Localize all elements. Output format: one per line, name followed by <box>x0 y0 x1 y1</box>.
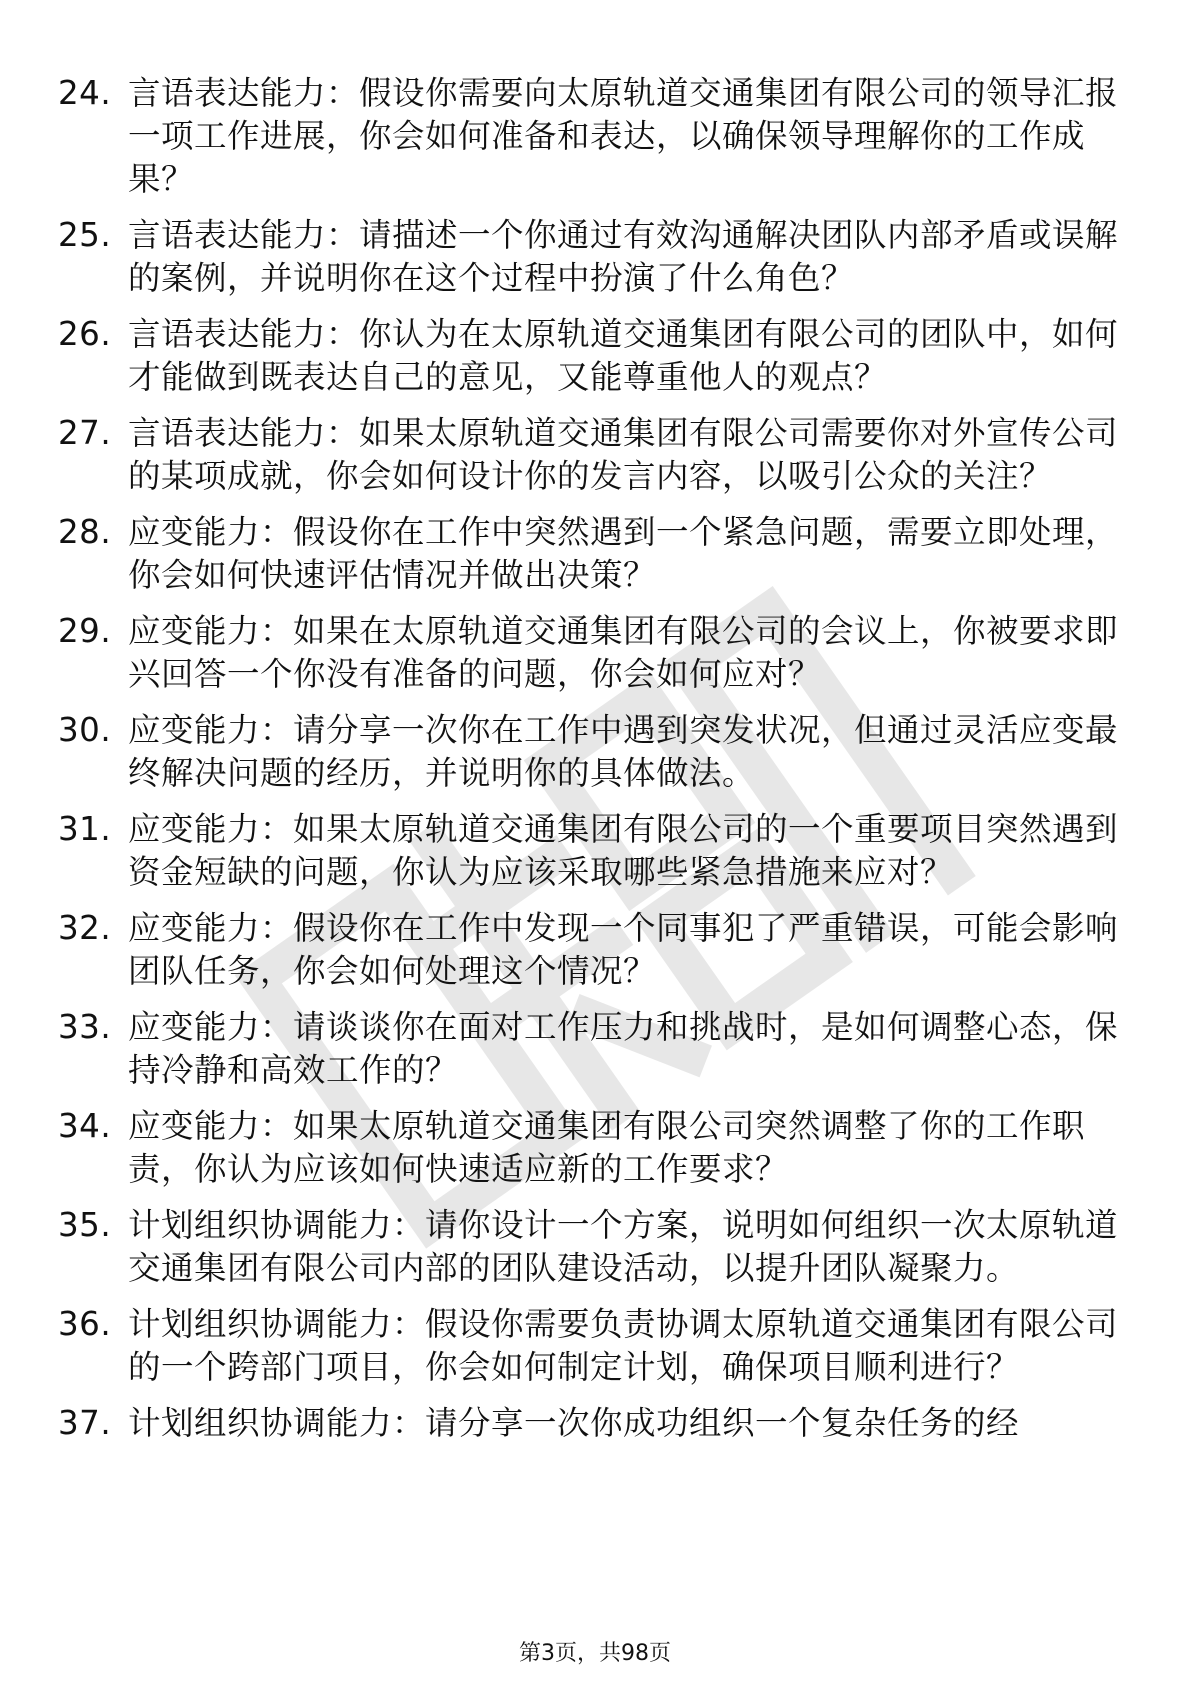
question-number: 24. <box>58 74 112 112</box>
question-text: 计划组织协调能力：请你设计一个方案，说明如何组织一次太原轨道交通集团有限公司内部的团队建设活动，以提升团队凝聚力。 <box>128 1206 1119 1287</box>
question-number: 28. <box>58 513 112 551</box>
question-number: 27. <box>58 414 112 452</box>
question-number: 25. <box>58 216 112 254</box>
question-text: 言语表达能力：你认为在太原轨道交通集团有限公司的团队中，如何才能做到既表达自己的意见，又能尊重他人的观点？ <box>128 315 1119 396</box>
question-text: 言语表达能力：假设你需要向太原轨道交通集团有限公司的领导汇报一项工作进展，你会如何准备和表达，以确保领导理解你的工作成果？ <box>128 74 1119 198</box>
question-number: 29. <box>58 612 112 650</box>
question-item <box>58 808 1118 894</box>
question-text: 言语表达能力：如果太原轨道交通集团有限公司需要你对外宣传公司的某项成就，你会如何设计你的发言内容，以吸引公众的关注？ <box>128 414 1119 495</box>
question-text: 应变能力：如果太原轨道交通集团有限公司突然调整了你的工作职责，你认为应该如何快速适应新的工作要求？ <box>128 1107 1086 1188</box>
question-number: 35. <box>58 1206 112 1244</box>
question-number: 37. <box>58 1404 112 1442</box>
question-text: 应变能力：如果在太原轨道交通集团有限公司的会议上，你被要求即兴回答一个你没有准备的问题，你会如何应对？ <box>128 612 1119 693</box>
question-text: 应变能力：假设你在工作中发现一个同事犯了严重错误，可能会影响团队任务，你会如何处理这个情况？ <box>128 909 1119 990</box>
question-item <box>58 1402 1118 1445</box>
page-number: 第3页，共98页 <box>519 1641 671 1666</box>
question-item <box>58 1006 1118 1092</box>
question-item <box>58 1303 1118 1389</box>
question-item <box>58 511 1118 597</box>
question-item <box>58 1105 1118 1191</box>
question-list <box>58 72 1118 1458</box>
question-text: 应变能力：请分享一次你在工作中遇到突发状况，但通过灵活应变最终解决问题的经历，并说明你的具体做法。 <box>128 711 1119 792</box>
question-item <box>58 907 1118 993</box>
question-number: 33. <box>58 1008 112 1046</box>
question-number: 26. <box>58 315 112 353</box>
question-text: 应变能力：假设你在工作中突然遇到一个紧急问题，需要立即处理，你会如何快速评估情况并做出决策？ <box>128 513 1119 594</box>
question-text: 计划组织协调能力：假设你需要负责协调太原轨道交通集团有限公司的一个跨部门项目，你会如何制定计划，确保项目顺利进行？ <box>128 1305 1119 1386</box>
question-number: 31. <box>58 810 112 848</box>
question-text: 应变能力：请谈谈你在面对工作压力和挑战时，是如何调整心态，保持冷静和高效工作的？ <box>128 1008 1119 1089</box>
question-number: 36. <box>58 1305 112 1343</box>
question-number: 30. <box>58 711 112 749</box>
question-number: 34. <box>58 1107 112 1145</box>
question-text: 应变能力：如果太原轨道交通集团有限公司的一个重要项目突然遇到资金短缺的问题，你认为应该采取哪些紧急措施来应对？ <box>128 810 1119 891</box>
question-text: 计划组织协调能力：请分享一次你成功组织一个复杂任务的经 <box>128 1404 1020 1442</box>
question-number: 32. <box>58 909 112 947</box>
question-item <box>58 72 1118 201</box>
question-item <box>58 214 1118 300</box>
question-item <box>58 412 1118 498</box>
question-text: 言语表达能力：请描述一个你通过有效沟通解决团队内部矛盾或误解的案例，并说明你在这个过程中扮演了什么角色？ <box>128 216 1119 297</box>
question-item <box>58 610 1118 696</box>
question-item <box>58 709 1118 795</box>
question-item <box>58 313 1118 399</box>
question-item <box>58 1204 1118 1290</box>
